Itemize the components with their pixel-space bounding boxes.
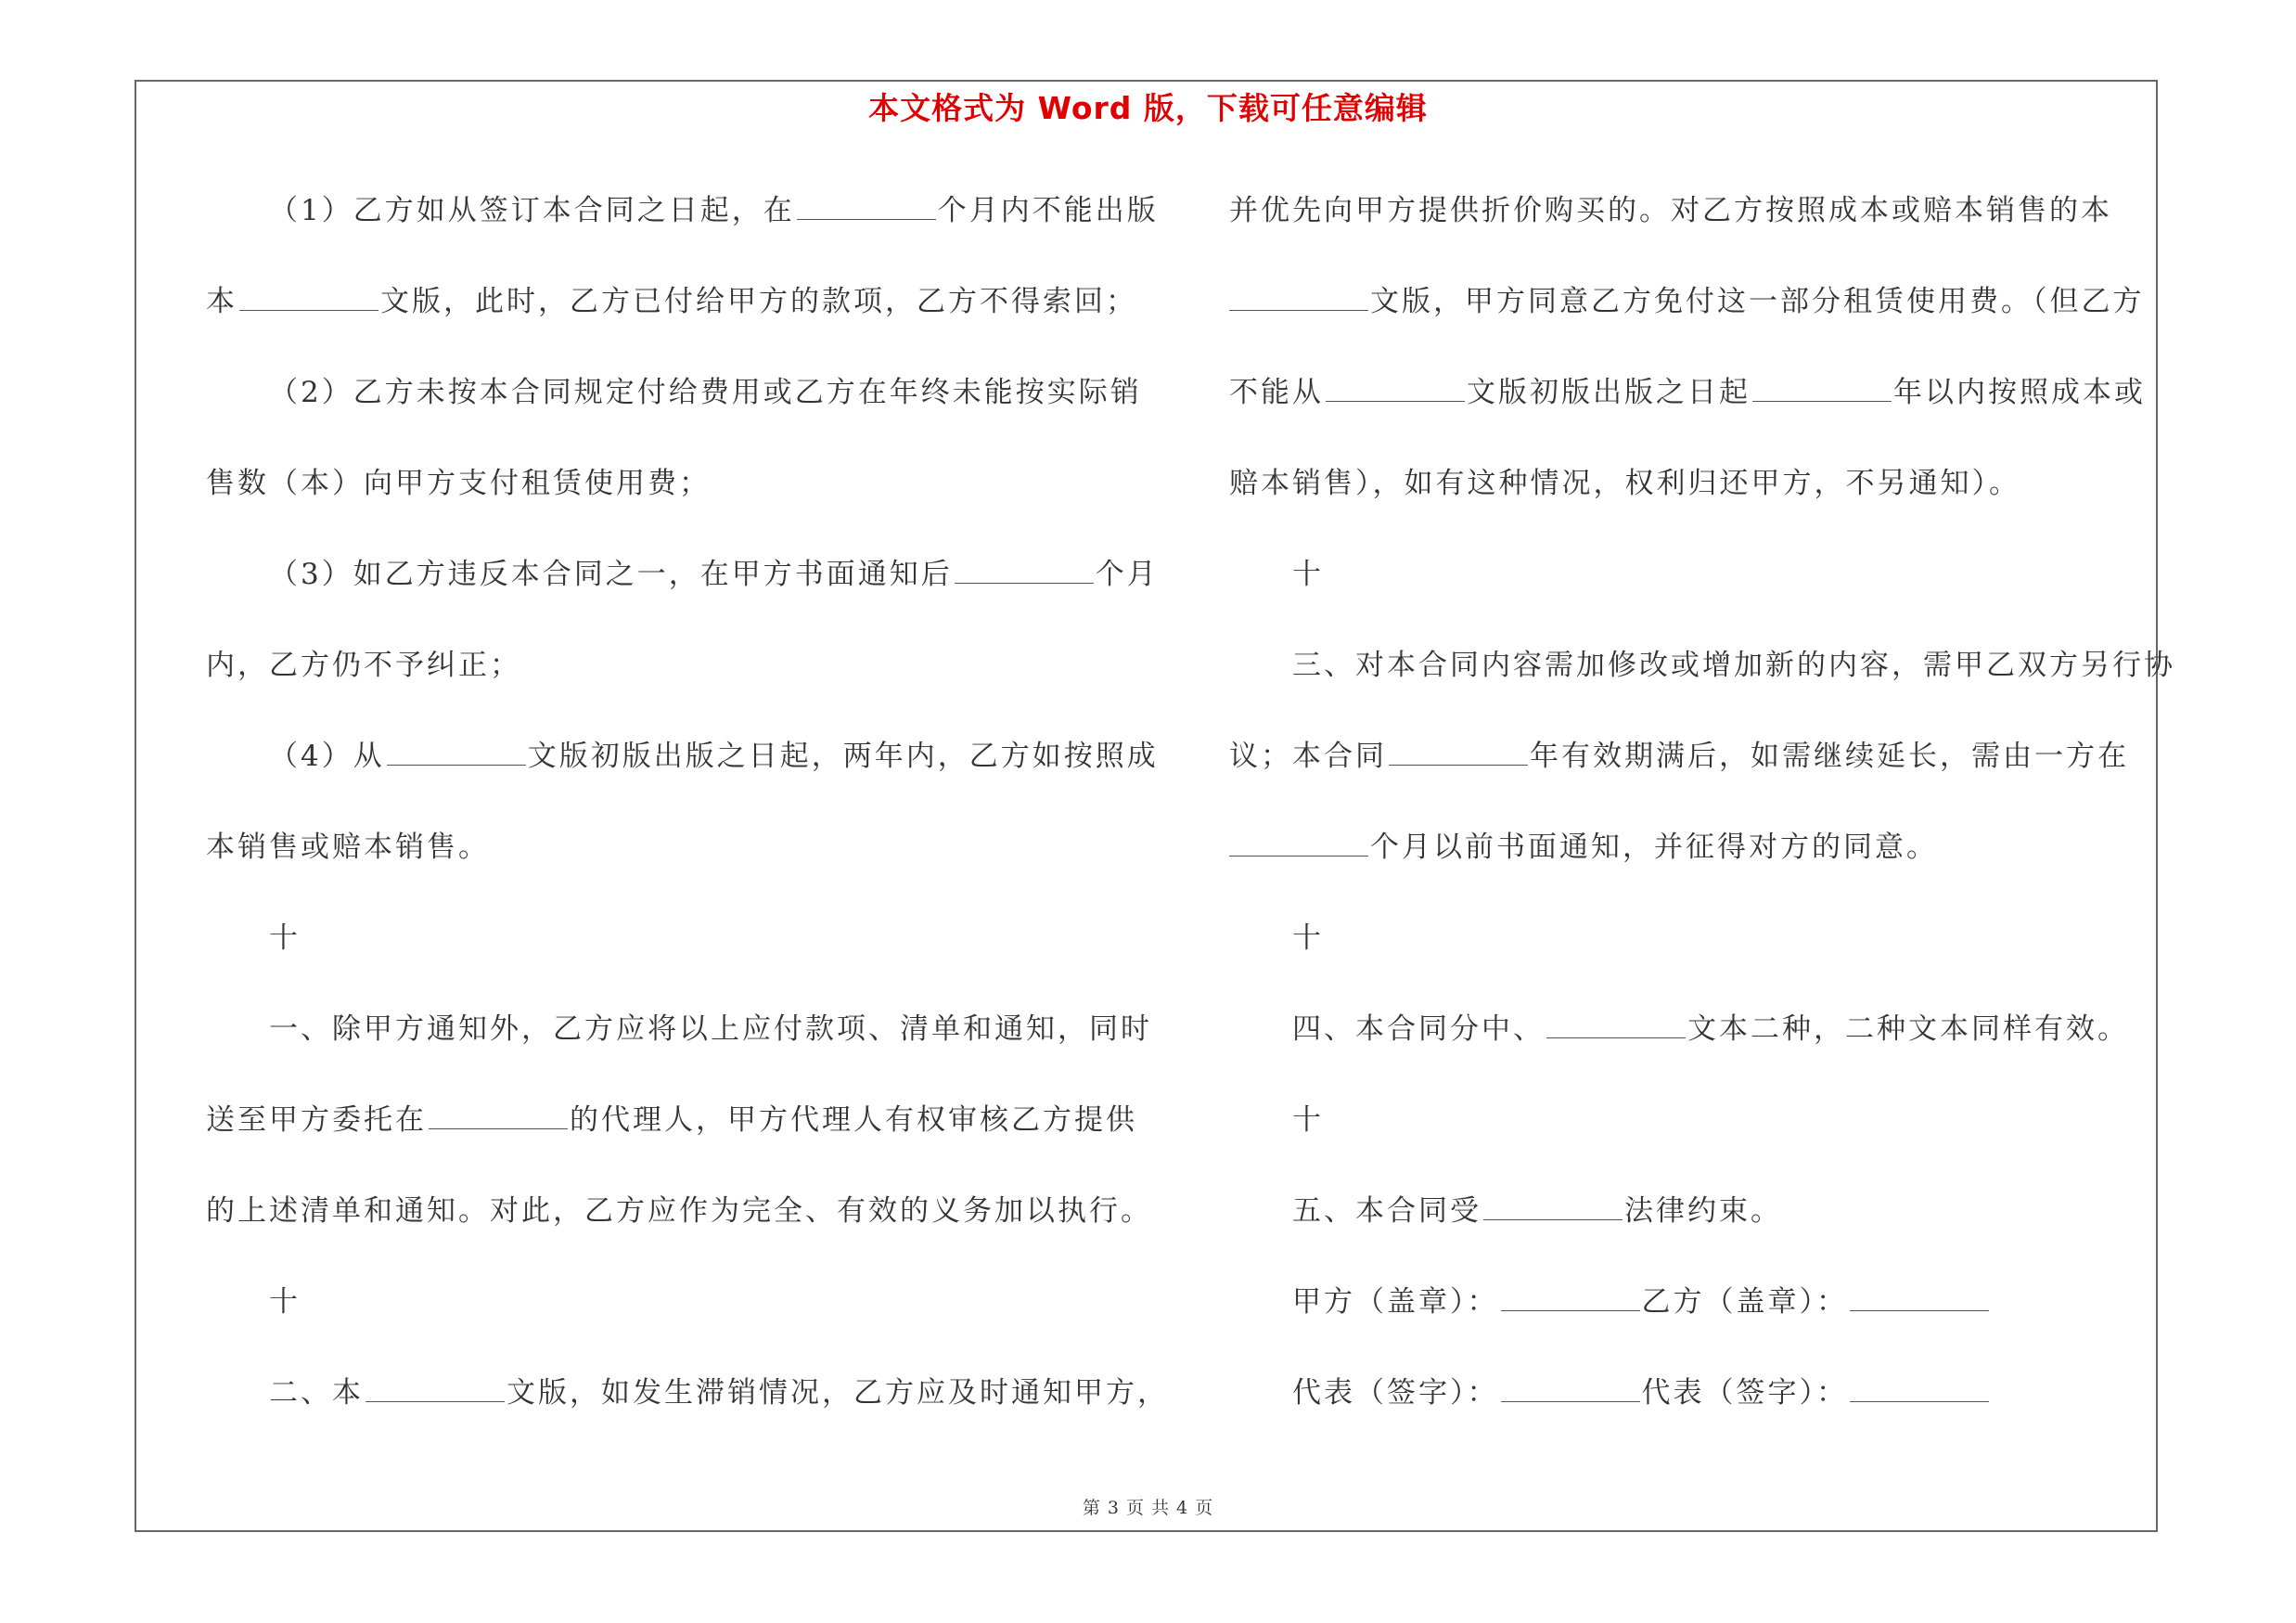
fill-blank[interactable]	[1483, 1195, 1623, 1220]
paragraph-line: 送至甲方委托在 的代理人，甲方代理人有权审核乙方提供	[206, 1103, 1137, 1137]
paragraph-line: 不能从 文版初版出版之日起 年以内按照成本或	[1229, 376, 2146, 409]
paragraph-line: 一、除甲方通知外，乙方应将以上应付款项、清单和通知，同时	[269, 1012, 1152, 1046]
fill-blank[interactable]	[1229, 286, 1368, 311]
fill-blank[interactable]	[1850, 1286, 1989, 1311]
fill-blank[interactable]	[1326, 377, 1465, 402]
paragraph-line: （4）从 文版初版出版之日起，两年内，乙方如按照成	[269, 740, 1159, 773]
paragraph-line: 四、本合同分中、 文本二种，二种文本同样有效。	[1292, 1012, 2129, 1046]
paragraph-line: （1）乙方如从签订本合同之日起，在 个月内不能出版	[269, 194, 1159, 227]
paragraph-line: 售数（本）向甲方支付租赁使用费；	[206, 467, 711, 500]
paragraph-line: 本 文版，此时，乙方已付给甲方的款项，乙方不得索回；	[206, 285, 1137, 318]
section-marker: 十	[269, 1285, 301, 1319]
paragraph-line: 的上述清单和通知。对此，乙方应作为完全、有效的义务加以执行。	[206, 1194, 1152, 1228]
section-marker: 十	[1292, 1103, 1324, 1137]
fill-blank[interactable]	[1850, 1377, 1989, 1402]
page-number-footer: 第 3 页 共 4 页	[1082, 1498, 1214, 1518]
paragraph-line: （3）如乙方违反本合同之一，在甲方书面通知后 个月	[269, 558, 1159, 591]
signature-line: 代表（签字）： 代表（签字）：	[1229, 1364, 2157, 1455]
paragraph-line: 二、本 文版，如发生滞销情况，乙方应及时通知甲方，	[269, 1376, 1169, 1410]
fill-blank[interactable]	[239, 286, 378, 311]
paragraph-line: 议；本合同 年有效期满后，如需继续延长，需由一方在	[1229, 740, 2129, 773]
paragraph-line: 本销售或赔本销售。	[206, 831, 490, 864]
fill-blank[interactable]	[1501, 1377, 1640, 1402]
fill-blank[interactable]	[1229, 831, 1368, 857]
paragraph-line: 个月以前书面通知，并征得对方的同意。	[1229, 818, 2157, 909]
fill-blank[interactable]	[429, 1104, 568, 1129]
paragraph-line: 三、对本合同内容需加修改或增加新的内容，需甲乙双方另行协	[1292, 649, 2175, 682]
fill-blank[interactable]	[955, 559, 1094, 584]
paragraph-line: 文版，甲方同意乙方免付这一部分租赁使用费。（但乙方	[1229, 273, 2157, 364]
section-marker: 十	[1292, 558, 1324, 591]
header-banner: 本文格式为 Word 版，下载可任意编辑	[868, 90, 1428, 126]
paragraph-line: 内，乙方仍不予纠正；	[206, 649, 521, 682]
section-marker: 十	[269, 921, 301, 955]
right-column	[1229, 182, 2175, 1455]
section-marker: 十	[1292, 921, 1324, 955]
fill-blank[interactable]	[1501, 1286, 1640, 1311]
fill-blank[interactable]	[1752, 377, 1892, 402]
fill-blank[interactable]	[797, 195, 936, 220]
paragraph-line: 五、本合同受 法律约束。	[1292, 1194, 1782, 1228]
paragraph-line: 赔本销售），如有这种情况，权利归还甲方，不另通知）。	[1229, 467, 2020, 500]
left-column	[206, 182, 1169, 1455]
fill-blank[interactable]	[1546, 1013, 1686, 1038]
fill-blank[interactable]	[1389, 741, 1528, 766]
paragraph-line: （2）乙方未按本合同规定付给费用或乙方在年终未能按实际销	[269, 376, 1142, 409]
fill-blank[interactable]	[366, 1377, 505, 1402]
fill-blank[interactable]	[387, 741, 526, 766]
signature-line: 甲方（盖章）： 乙方（盖章）：	[1229, 1273, 2157, 1364]
paragraph-line: 并优先向甲方提供折价购买的。对乙方按照成本或赔本销售的本	[1229, 194, 2112, 227]
